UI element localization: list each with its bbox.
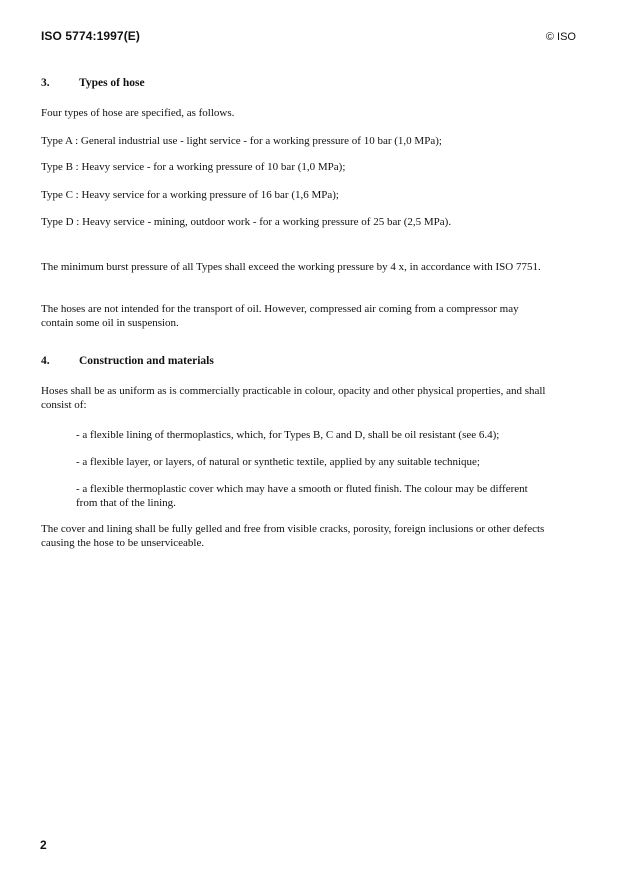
section-number: 4. (41, 355, 50, 367)
hose-type-a: Type A : General industrial use - light service - for a working pressure of 10 bar (1,0 MPa); (41, 135, 442, 147)
construction-item-lining: - a flexible lining of thermoplastics, which, for Types B, C and D, shall be oil resistant (see 6.4); (76, 429, 500, 441)
section-3-heading (41, 77, 145, 89)
section-title: Construction and materials (79, 355, 214, 367)
oil-note: The hoses are not intended for the transport of oil. However, compressed air coming from a compressor may contain some oil in suspension. (41, 303, 519, 329)
section-number: 3. (41, 77, 50, 89)
hose-type-d: Type D : Heavy service - mining, outdoor work - for a working pressure of 25 bar (2,5 MPa). (41, 216, 452, 228)
hose-type-b: Type B : Heavy service - for a working pressure of 10 bar (1,0 MPa); (41, 161, 346, 173)
burst-pressure-note: The minimum burst pressure of all Types shall exceed the working pressure by 4 x, in accordance with ISO 7751. (41, 261, 541, 273)
section-3-intro: Four types of hose are specified, as follows. (41, 107, 235, 119)
hose-type-c: Type C : Heavy service for a working pressure of 16 bar (1,6 MPa); (41, 189, 339, 201)
construction-item-textile: - a flexible layer, or layers, of natural or synthetic textile, applied by any suitable technique; (76, 456, 480, 468)
section-4-intro: Hoses shall be as uniform as is commercially practicable in colour, opacity and other physical properties, and shall consist of: (41, 385, 546, 411)
closing-paragraph: The cover and lining shall be fully gelled and free from visible cracks, porosity, foreign inclusions or other defects causing the hose to be unserviceable. (41, 523, 545, 549)
section-4-heading (41, 355, 214, 367)
copyright-mark: © ISO (545, 31, 576, 43)
standard-identifier: ISO 5774:1997(E) (41, 29, 140, 43)
section-title: Types of hose (79, 77, 145, 89)
page-number: 2 (40, 838, 47, 852)
construction-item-cover: - a flexible thermoplastic cover which may have a smooth or fluted finish. The colour may be different from that of the lining. (76, 483, 528, 509)
